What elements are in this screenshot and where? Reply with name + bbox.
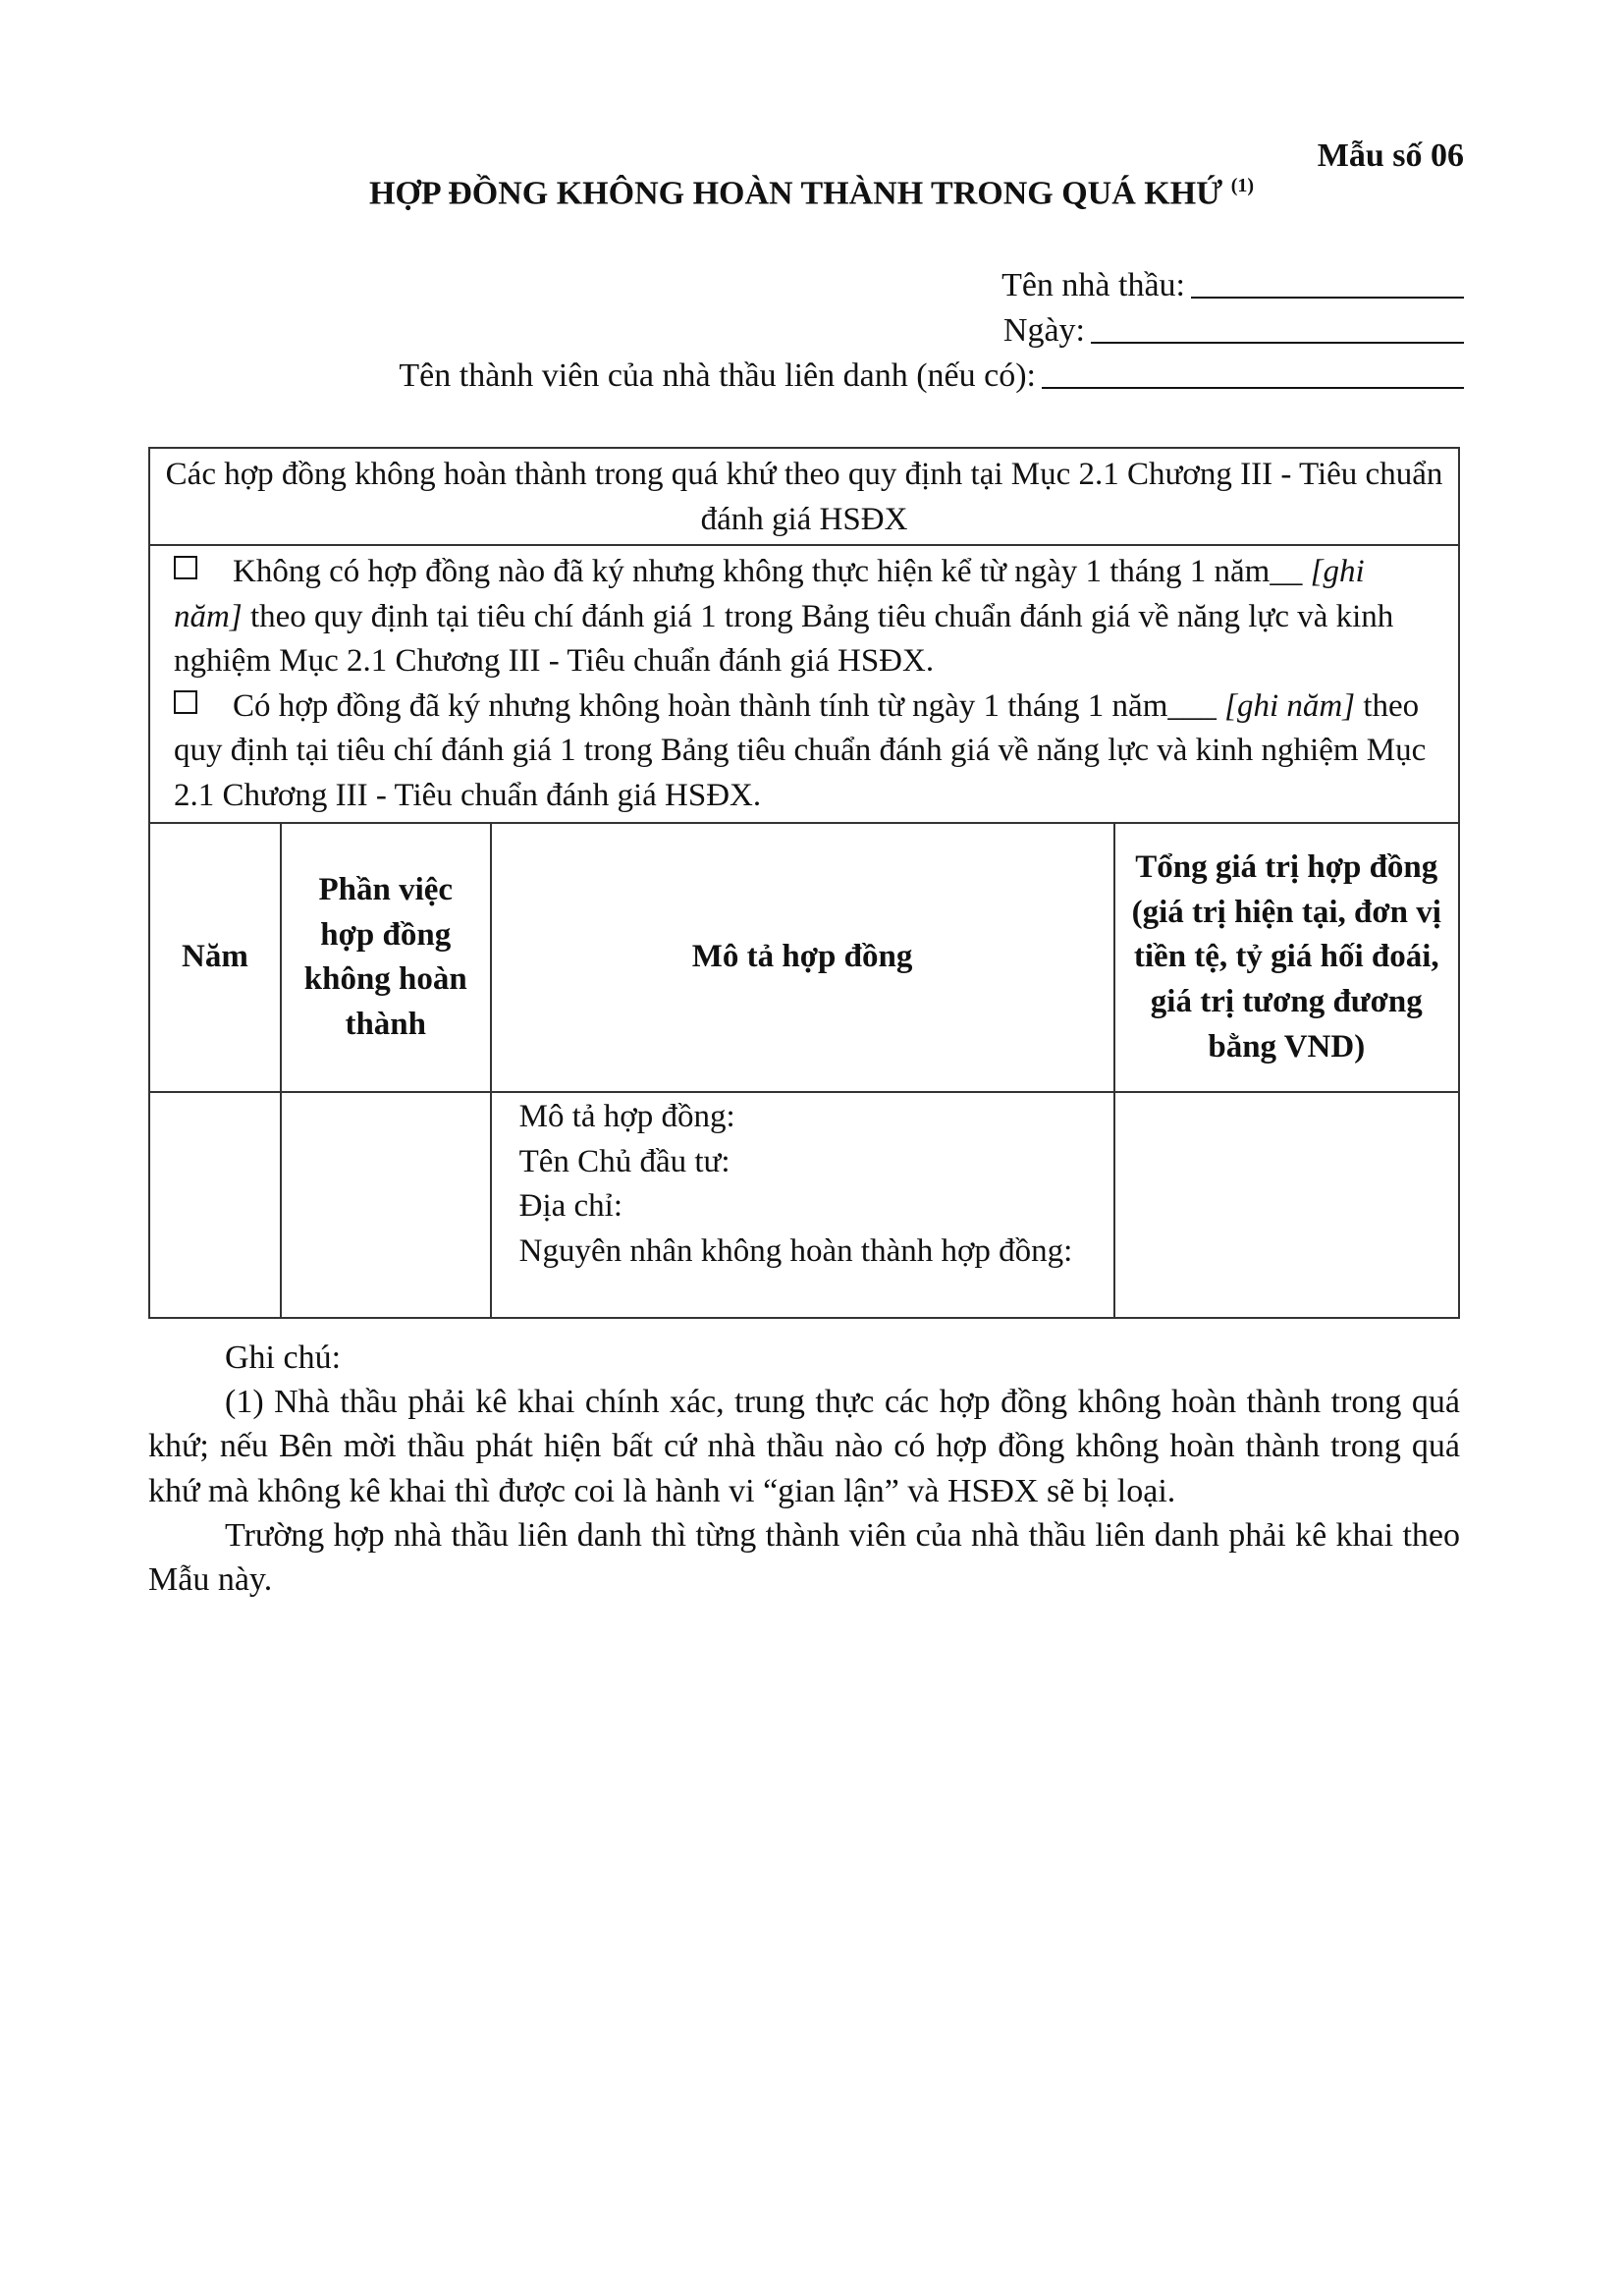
cell-description[interactable] [491, 1092, 1114, 1318]
desc-line-contract: Mô tả hợp đồng: [518, 1099, 735, 1135]
joint-member-blank[interactable] [1042, 357, 1464, 389]
checkbox-has-contracts[interactable] [174, 690, 197, 714]
cell-year[interactable] [149, 1092, 281, 1318]
option-1-text-b: theo quy định tại tiêu chí đánh giá 1 trong Bảng tiêu chuẩn đánh giá về năng lực và kinh nghiệm Mục 2.1 Chương III - Tiêu chuẩn đánh giá HSĐX. [174, 598, 1394, 680]
date-blank[interactable] [1091, 312, 1464, 344]
checkbox-no-contracts[interactable] [174, 556, 197, 579]
option-1-text-a: Không có hợp đồng nào đã ký nhưng không thực hiện kể từ ngày 1 tháng 1 năm__ [233, 554, 1311, 590]
joint-member-field [399, 357, 1464, 395]
option-2-hint: [ghi năm] [1224, 687, 1356, 724]
title-text: HỢP ĐỒNG KHÔNG HOÀN THÀNH TRONG QUÁ KHỨ [368, 175, 1223, 212]
contractor-name-field [1001, 267, 1464, 304]
header-total-value: Tổng giá trị hợp đồng (giá trị hiện tại, đơn vị tiền tệ, tỷ giá hối đoái, giá trị tương đương bằng VND) [1114, 823, 1459, 1092]
title-note-ref: (1) [1230, 175, 1255, 196]
notes-heading: Ghi chú: [225, 1339, 342, 1376]
date-field [1003, 312, 1464, 350]
contractor-name-label: Tên nhà thầu: [1001, 267, 1185, 303]
desc-line-address: Địa chỉ: [518, 1188, 623, 1225]
option-2-text-a: Có hợp đồng đã ký nhưng không hoàn thành tính từ ngày 1 tháng 1 năm___ [233, 687, 1225, 724]
note-2: Trường hợp nhà thầu liên danh thì từng thành viên của nhà thầu liên danh phải kê khai theo Mẫu này. [148, 1516, 1460, 1599]
document-title [0, 175, 1623, 212]
header-year: Năm [149, 823, 281, 1092]
desc-line-investor: Tên Chủ đầu tư: [518, 1143, 730, 1179]
table-row [149, 1092, 1459, 1318]
contractor-name-blank[interactable] [1191, 267, 1464, 299]
header-part: Phần việc hợp đồng không hoàn thành [281, 823, 491, 1092]
incomplete-contracts-table [148, 447, 1460, 1319]
table-intro: Các hợp đồng không hoàn thành trong quá khứ theo quy định tại Mục 2.1 Chương III - Tiêu chuẩn đánh giá HSĐX [149, 448, 1459, 545]
table-options [149, 545, 1459, 823]
form-number: Mẫu số 06 [1317, 137, 1464, 174]
option-2-text-b: theo quy định tại tiêu chí đánh giá 1 trong Bảng tiêu chuẩn đánh giá về năng lực và kinh nghiệm Mục 2.1 Chương III - Tiêu chuẩn đánh giá HSĐX. [174, 687, 1427, 813]
header-description: Mô tả hợp đồng [491, 823, 1114, 1092]
joint-member-label: Tên thành viên của nhà thầu liên danh (nếu có): [399, 357, 1036, 394]
option-no-contracts [174, 550, 1436, 684]
notes-section [148, 1336, 1460, 1602]
date-label: Ngày: [1002, 312, 1085, 349]
option-has-contracts [174, 684, 1436, 819]
note-1: (1) Nhà thầu phải kê khai chính xác, trung thực các hợp đồng không hoàn thành trong quá khứ; nếu Bên mời thầu phát hiện bất cứ nhà thầu nào có hợp đồng không hoàn thành trong quá khứ mà không kê khai thì được coi là hành vi “gian lận” và HSĐX sẽ bị loại. [148, 1384, 1460, 1509]
cell-total-value[interactable] [1114, 1092, 1459, 1318]
option-1-hint: [ghi năm] [174, 554, 1365, 634]
desc-line-reason: Nguyên nhân không hoàn thành hợp đồng: [518, 1232, 1073, 1269]
cell-part[interactable] [281, 1092, 491, 1318]
